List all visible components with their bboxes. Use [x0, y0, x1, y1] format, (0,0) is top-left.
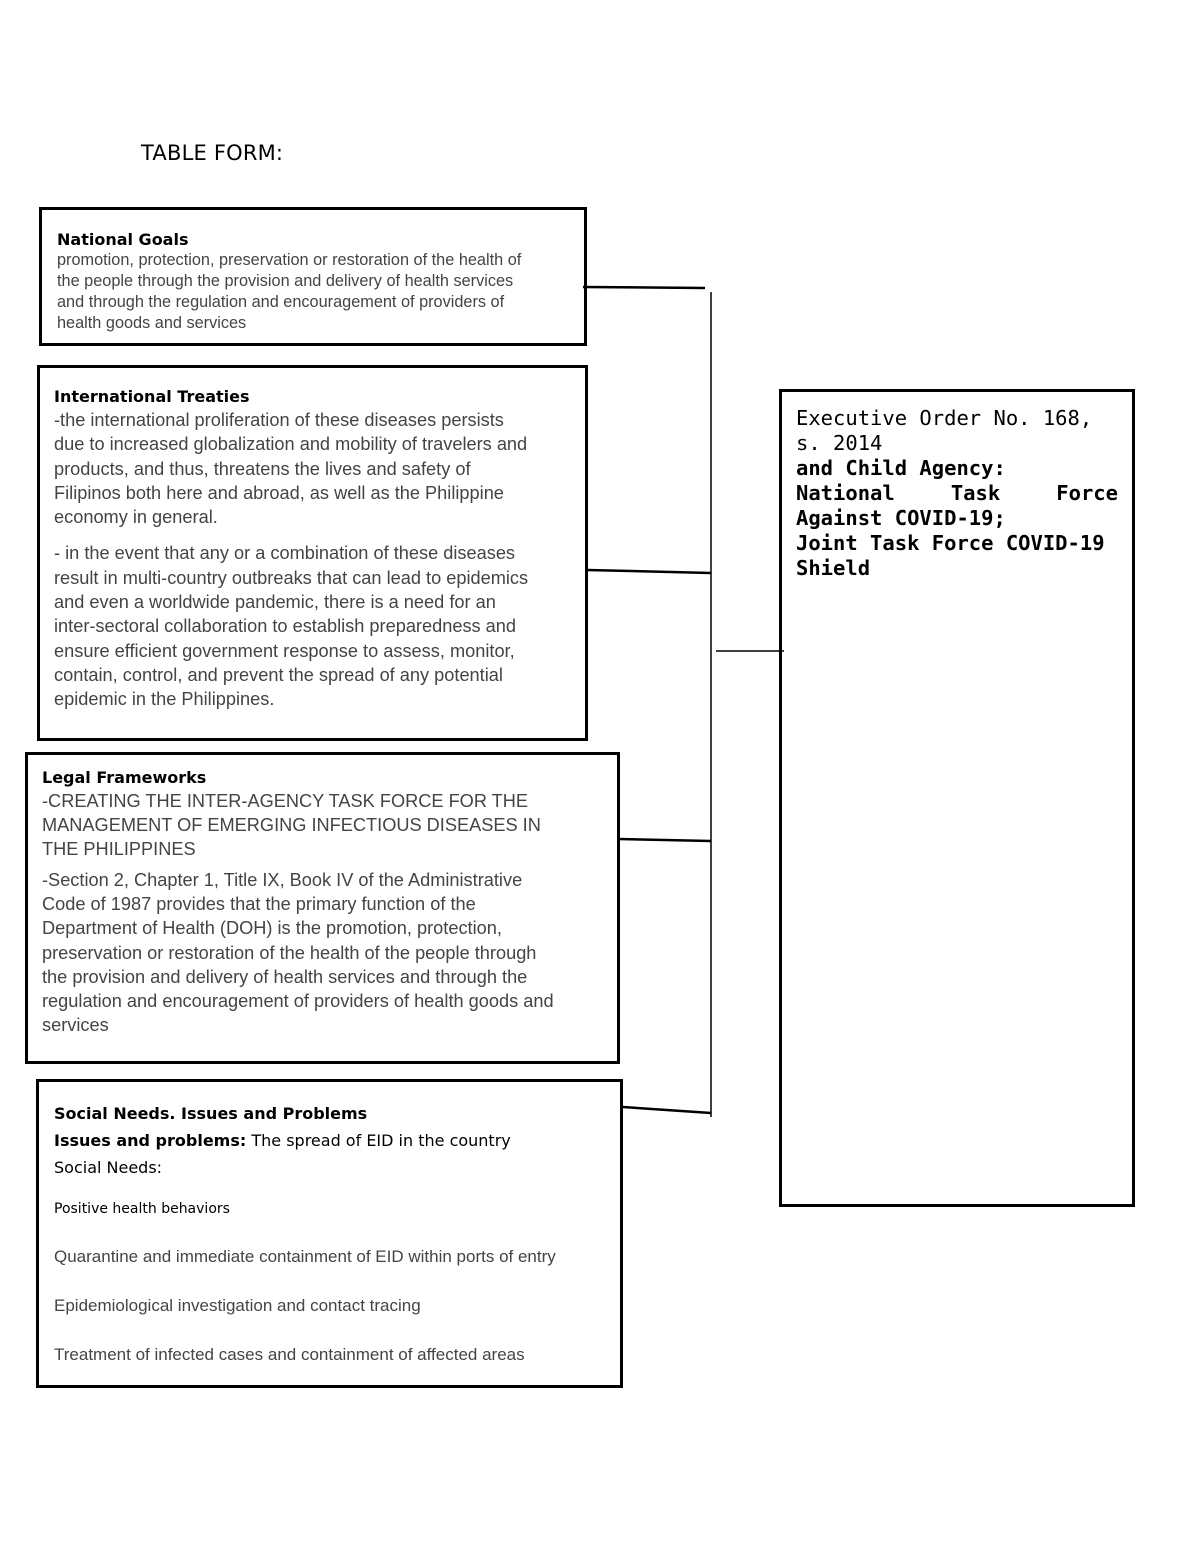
text-line: and even a worldwide pandemic, there is a need for an	[54, 592, 496, 613]
need-item: Quarantine and immediate containment of EID within ports of entry	[54, 1247, 556, 1266]
eo-line: Joint Task Force COVID-19	[796, 531, 1105, 555]
text-line: -the international proliferation of these diseases persists	[54, 410, 504, 430]
text-line: MANAGEMENT OF EMERGING INFECTIOUS DISEASES IN	[42, 815, 541, 836]
national-goals-text	[57, 250, 584, 334]
text-line: epidemic in the Philippines.	[54, 689, 275, 710]
text-line: promotion, protection, preservation or restoration of the health of	[57, 251, 522, 269]
text-line: regulation and encouragement of providers of health goods and	[42, 990, 554, 1011]
social-needs-box	[36, 1079, 623, 1388]
legal-paragraph-2	[42, 868, 617, 1037]
eo-line: Shield	[796, 556, 871, 580]
text-line: -Section 2, Chapter 1, Title IX, Book IV of the Administrative	[42, 870, 523, 891]
executive-order-text	[796, 406, 1118, 581]
legal-frameworks-heading: Legal Frameworks	[42, 768, 207, 787]
need-item: Epidemiological investigation and contact tracing	[54, 1296, 421, 1315]
text-line: the provision and delivery of health services and through the	[42, 966, 528, 987]
need-item: Treatment of infected cases and containment of affected areas	[54, 1345, 525, 1364]
text-line: the people through the provision and delivery of health services	[57, 272, 514, 290]
national-goals-heading: National Goals	[57, 230, 189, 249]
eo-word: Task	[950, 481, 1001, 505]
text-line: inter-sectoral collaboration to establish preparedness and	[54, 616, 517, 637]
text-line: economy in general.	[54, 507, 218, 528]
social-needs-label: Social Needs:	[54, 1158, 163, 1177]
text-line: Filipinos both here and abroad, as well as the Philippine	[54, 482, 504, 503]
eo-line: and Child Agency:	[796, 456, 1006, 480]
text-line: ensure efficient government response to assess, monitor,	[54, 640, 515, 661]
text-line: result in multi-country outbreaks that can lead to epidemics	[54, 567, 529, 588]
text-line: due to increased globalization and mobility of travelers and	[54, 434, 528, 455]
executive-order-box	[779, 389, 1135, 1207]
social-needs-heading	[54, 1100, 620, 1127]
need-item: Positive health behaviors	[54, 1201, 230, 1217]
social-needs-heading-text: Social Needs. Issues and Problems	[54, 1104, 368, 1123]
text-line: Code of 1987 provides that the primary function of the	[42, 894, 476, 915]
eo-line: Executive Order No. 168,	[796, 406, 1093, 430]
eo-word: Force	[1056, 481, 1118, 505]
national-goals-box	[39, 207, 587, 346]
legal-paragraph-1	[42, 789, 617, 861]
text-line: contain, control, and prevent the spread of any potential	[54, 664, 503, 685]
eo-line: s. 2014	[796, 431, 883, 455]
connector-treaties	[587, 570, 711, 573]
eo-word: National	[796, 481, 895, 505]
text-line: THE PHILIPPINES	[42, 839, 196, 860]
treaties-paragraph-2	[54, 541, 585, 711]
page-title: TABLE FORM:	[141, 141, 284, 165]
text-line: and through the regulation and encouragement of providers of	[57, 293, 505, 311]
text-line: - in the event that any or a combination of these diseases	[54, 543, 516, 564]
text-line: services	[42, 1014, 109, 1035]
international-treaties-heading: International Treaties	[54, 387, 250, 406]
international-treaties-box	[37, 365, 588, 741]
issues-line	[54, 1127, 620, 1154]
text-line: -CREATING THE INTER-AGENCY TASK FORCE FOR THE	[42, 791, 529, 811]
treaties-paragraph-1	[54, 408, 585, 529]
issues-value: The spread of EID in the country	[246, 1131, 511, 1150]
eo-line	[796, 481, 1118, 506]
eo-line: Against COVID-19;	[796, 506, 1006, 530]
connector-social	[623, 1107, 711, 1113]
connector-legal	[619, 839, 711, 841]
text-line: products, and thus, threatens the lives and safety of	[54, 458, 471, 479]
text-line: preservation or restoration of the health of the people through	[42, 942, 537, 963]
text-line: health goods and services	[57, 314, 247, 332]
text-line: Department of Health (DOH) is the promotion, protection,	[42, 918, 502, 939]
issues-label: Issues and problems:	[54, 1131, 247, 1150]
legal-frameworks-box	[25, 752, 620, 1064]
connector-goals	[583, 287, 705, 288]
